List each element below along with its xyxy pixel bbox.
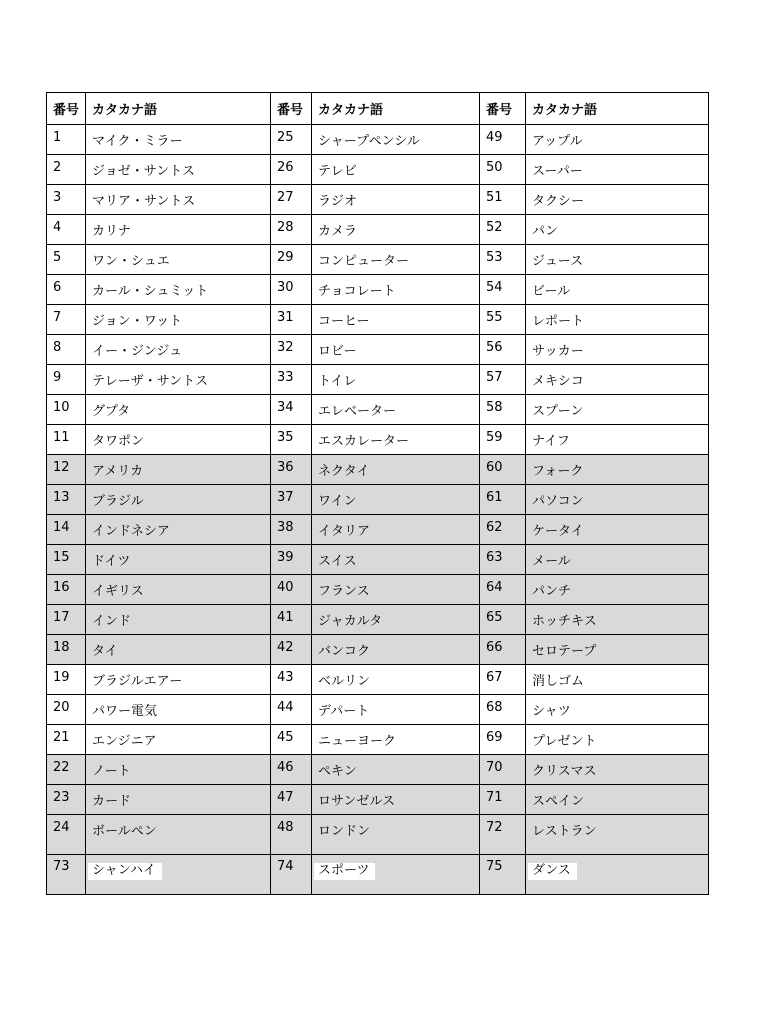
word-cell: プレゼント [526,725,709,755]
number-cell: 11 [47,425,86,455]
number-cell: 9 [47,365,86,395]
number-cell: 55 [480,305,526,335]
number-cell: 38 [271,515,312,545]
word-cell: ペキン [312,755,480,785]
number-cell: 28 [271,215,312,245]
word-cell: サッカー [526,335,709,365]
word-cell: タイ [86,635,271,665]
word-cell: コンピューター [312,245,480,275]
word-cell: レポート [526,305,709,335]
word-cell: シャープペンシル [312,125,480,155]
number-cell: 7 [47,305,86,335]
word-cell: コーヒー [312,305,480,335]
number-cell: 37 [271,485,312,515]
word-cell: ホッチキス [526,605,709,635]
number-cell: 70 [480,755,526,785]
word-text: ダンス [528,863,577,880]
header-row [47,93,709,125]
table-row [47,275,709,305]
word-cell: ジュース [526,245,709,275]
word-cell [86,855,271,895]
word-cell: スペイン [526,785,709,815]
number-cell: 33 [271,365,312,395]
number-cell: 35 [271,425,312,455]
word-cell: タクシー [526,185,709,215]
number-cell: 45 [271,725,312,755]
word-cell: エンジニア [86,725,271,755]
word-cell: ビール [526,275,709,305]
number-cell: 52 [480,215,526,245]
number-cell: 19 [47,665,86,695]
word-cell: インドネシア [86,515,271,545]
number-cell: 13 [47,485,86,515]
word-cell: カリナ [86,215,271,245]
number-cell: 53 [480,245,526,275]
word-cell: イギリス [86,575,271,605]
word-cell: ノート [86,755,271,785]
number-cell: 63 [480,545,526,575]
number-cell: 17 [47,605,86,635]
number-cell: 42 [271,635,312,665]
table-header [47,93,709,125]
number-cell: 24 [47,815,86,855]
table-row [47,635,709,665]
word-cell: ベルリン [312,665,480,695]
number-cell: 2 [47,155,86,185]
number-cell: 60 [480,455,526,485]
table-row [47,665,709,695]
number-cell: 65 [480,605,526,635]
number-cell: 4 [47,215,86,245]
word-cell: イー・ジンジュ [86,335,271,365]
number-cell: 47 [271,785,312,815]
word-cell: ラジオ [312,185,480,215]
word-cell: ワン・シュエ [86,245,271,275]
word-cell: パワー電気 [86,695,271,725]
table-row [47,245,709,275]
number-cell: 36 [271,455,312,485]
table-row [47,365,709,395]
word-cell: メール [526,545,709,575]
table-row [47,185,709,215]
table-row [47,395,709,425]
number-cell: 69 [480,725,526,755]
table-row [47,785,709,815]
word-cell [312,855,480,895]
table-row [47,335,709,365]
table-row [47,815,709,855]
number-cell: 74 [271,855,312,895]
number-cell: 62 [480,515,526,545]
number-cell: 27 [271,185,312,215]
number-cell: 32 [271,335,312,365]
word-cell: アメリカ [86,455,271,485]
word-cell: ナイフ [526,425,709,455]
number-cell: 16 [47,575,86,605]
table-row [47,855,709,895]
word-cell: パンチ [526,575,709,605]
number-cell: 39 [271,545,312,575]
table-row [47,575,709,605]
word-cell: チョコレート [312,275,480,305]
table-body [47,125,709,895]
word-cell: バンコク [312,635,480,665]
number-cell: 22 [47,755,86,785]
number-cell: 25 [271,125,312,155]
number-cell: 34 [271,395,312,425]
number-cell: 72 [480,815,526,855]
number-cell: 43 [271,665,312,695]
number-cell: 58 [480,395,526,425]
word-cell: ワイン [312,485,480,515]
word-cell: グプタ [86,395,271,425]
number-cell: 8 [47,335,86,365]
word-cell: デパート [312,695,480,725]
word-cell: ブラジル [86,485,271,515]
number-cell: 49 [480,125,526,155]
header-number-2: 番号 [271,93,312,125]
number-cell: 20 [47,695,86,725]
number-cell: 12 [47,455,86,485]
number-cell: 29 [271,245,312,275]
word-cell: フランス [312,575,480,605]
number-cell: 64 [480,575,526,605]
table-row [47,455,709,485]
number-cell: 75 [480,855,526,895]
word-cell: パソコン [526,485,709,515]
number-cell: 23 [47,785,86,815]
word-cell: クリスマス [526,755,709,785]
number-cell: 14 [47,515,86,545]
number-cell: 67 [480,665,526,695]
word-cell: カード [86,785,271,815]
word-cell: カメラ [312,215,480,245]
word-text: シャンハイ [88,863,162,880]
word-text: スポーツ [314,863,375,880]
table-row [47,215,709,245]
word-cell: パン [526,215,709,245]
word-cell: ジャカルタ [312,605,480,635]
word-cell: フォーク [526,455,709,485]
number-cell: 5 [47,245,86,275]
word-cell: スーパー [526,155,709,185]
number-cell: 54 [480,275,526,305]
word-cell: エスカレーター [312,425,480,455]
word-cell: インド [86,605,271,635]
word-cell: アップル [526,125,709,155]
header-number-1: 番号 [47,93,86,125]
word-cell: マイク・ミラー [86,125,271,155]
word-cell: ドイツ [86,545,271,575]
word-cell: テレーザ・サントス [86,365,271,395]
word-cell: ケータイ [526,515,709,545]
word-cell: メキシコ [526,365,709,395]
number-cell: 3 [47,185,86,215]
word-cell: ロサンゼルス [312,785,480,815]
number-cell: 15 [47,545,86,575]
word-cell: ジョゼ・サントス [86,155,271,185]
header-katakana-1: カタカナ語 [86,93,271,125]
table-row [47,755,709,785]
word-cell: イタリア [312,515,480,545]
number-cell: 57 [480,365,526,395]
header-number-3: 番号 [480,93,526,125]
word-cell: ロンドン [312,815,480,855]
number-cell: 73 [47,855,86,895]
number-cell: 30 [271,275,312,305]
number-cell: 71 [480,785,526,815]
number-cell: 51 [480,185,526,215]
number-cell: 31 [271,305,312,335]
word-cell: スイス [312,545,480,575]
katakana-vocabulary-table [46,92,709,895]
number-cell: 1 [47,125,86,155]
table-row [47,425,709,455]
word-cell: ネクタイ [312,455,480,485]
header-katakana-3: カタカナ語 [526,93,709,125]
word-cell: ジョン・ワット [86,305,271,335]
number-cell: 66 [480,635,526,665]
word-cell: マリア・サントス [86,185,271,215]
number-cell: 56 [480,335,526,365]
word-cell: ロビー [312,335,480,365]
number-cell: 48 [271,815,312,855]
number-cell: 44 [271,695,312,725]
number-cell: 21 [47,725,86,755]
number-cell: 41 [271,605,312,635]
word-cell: スプーン [526,395,709,425]
number-cell: 50 [480,155,526,185]
number-cell: 68 [480,695,526,725]
table-row [47,485,709,515]
table-row [47,545,709,575]
number-cell: 46 [271,755,312,785]
table-row [47,605,709,635]
table-row [47,125,709,155]
table-row [47,305,709,335]
word-cell: ニューヨーク [312,725,480,755]
number-cell: 10 [47,395,86,425]
word-cell: シャツ [526,695,709,725]
number-cell: 6 [47,275,86,305]
word-cell: レストラン [526,815,709,855]
word-cell: 消しゴム [526,665,709,695]
word-cell: セロテープ [526,635,709,665]
word-cell: ボールペン [86,815,271,855]
header-katakana-2: カタカナ語 [312,93,480,125]
number-cell: 40 [271,575,312,605]
word-cell: タワポン [86,425,271,455]
table-row [47,515,709,545]
word-cell: ブラジルエアー [86,665,271,695]
word-cell: カール・シュミット [86,275,271,305]
word-cell: テレビ [312,155,480,185]
table-row [47,695,709,725]
number-cell: 59 [480,425,526,455]
word-cell [526,855,709,895]
table-row [47,725,709,755]
word-cell: トイレ [312,365,480,395]
number-cell: 18 [47,635,86,665]
table-row [47,155,709,185]
word-cell: エレベーター [312,395,480,425]
number-cell: 26 [271,155,312,185]
number-cell: 61 [480,485,526,515]
